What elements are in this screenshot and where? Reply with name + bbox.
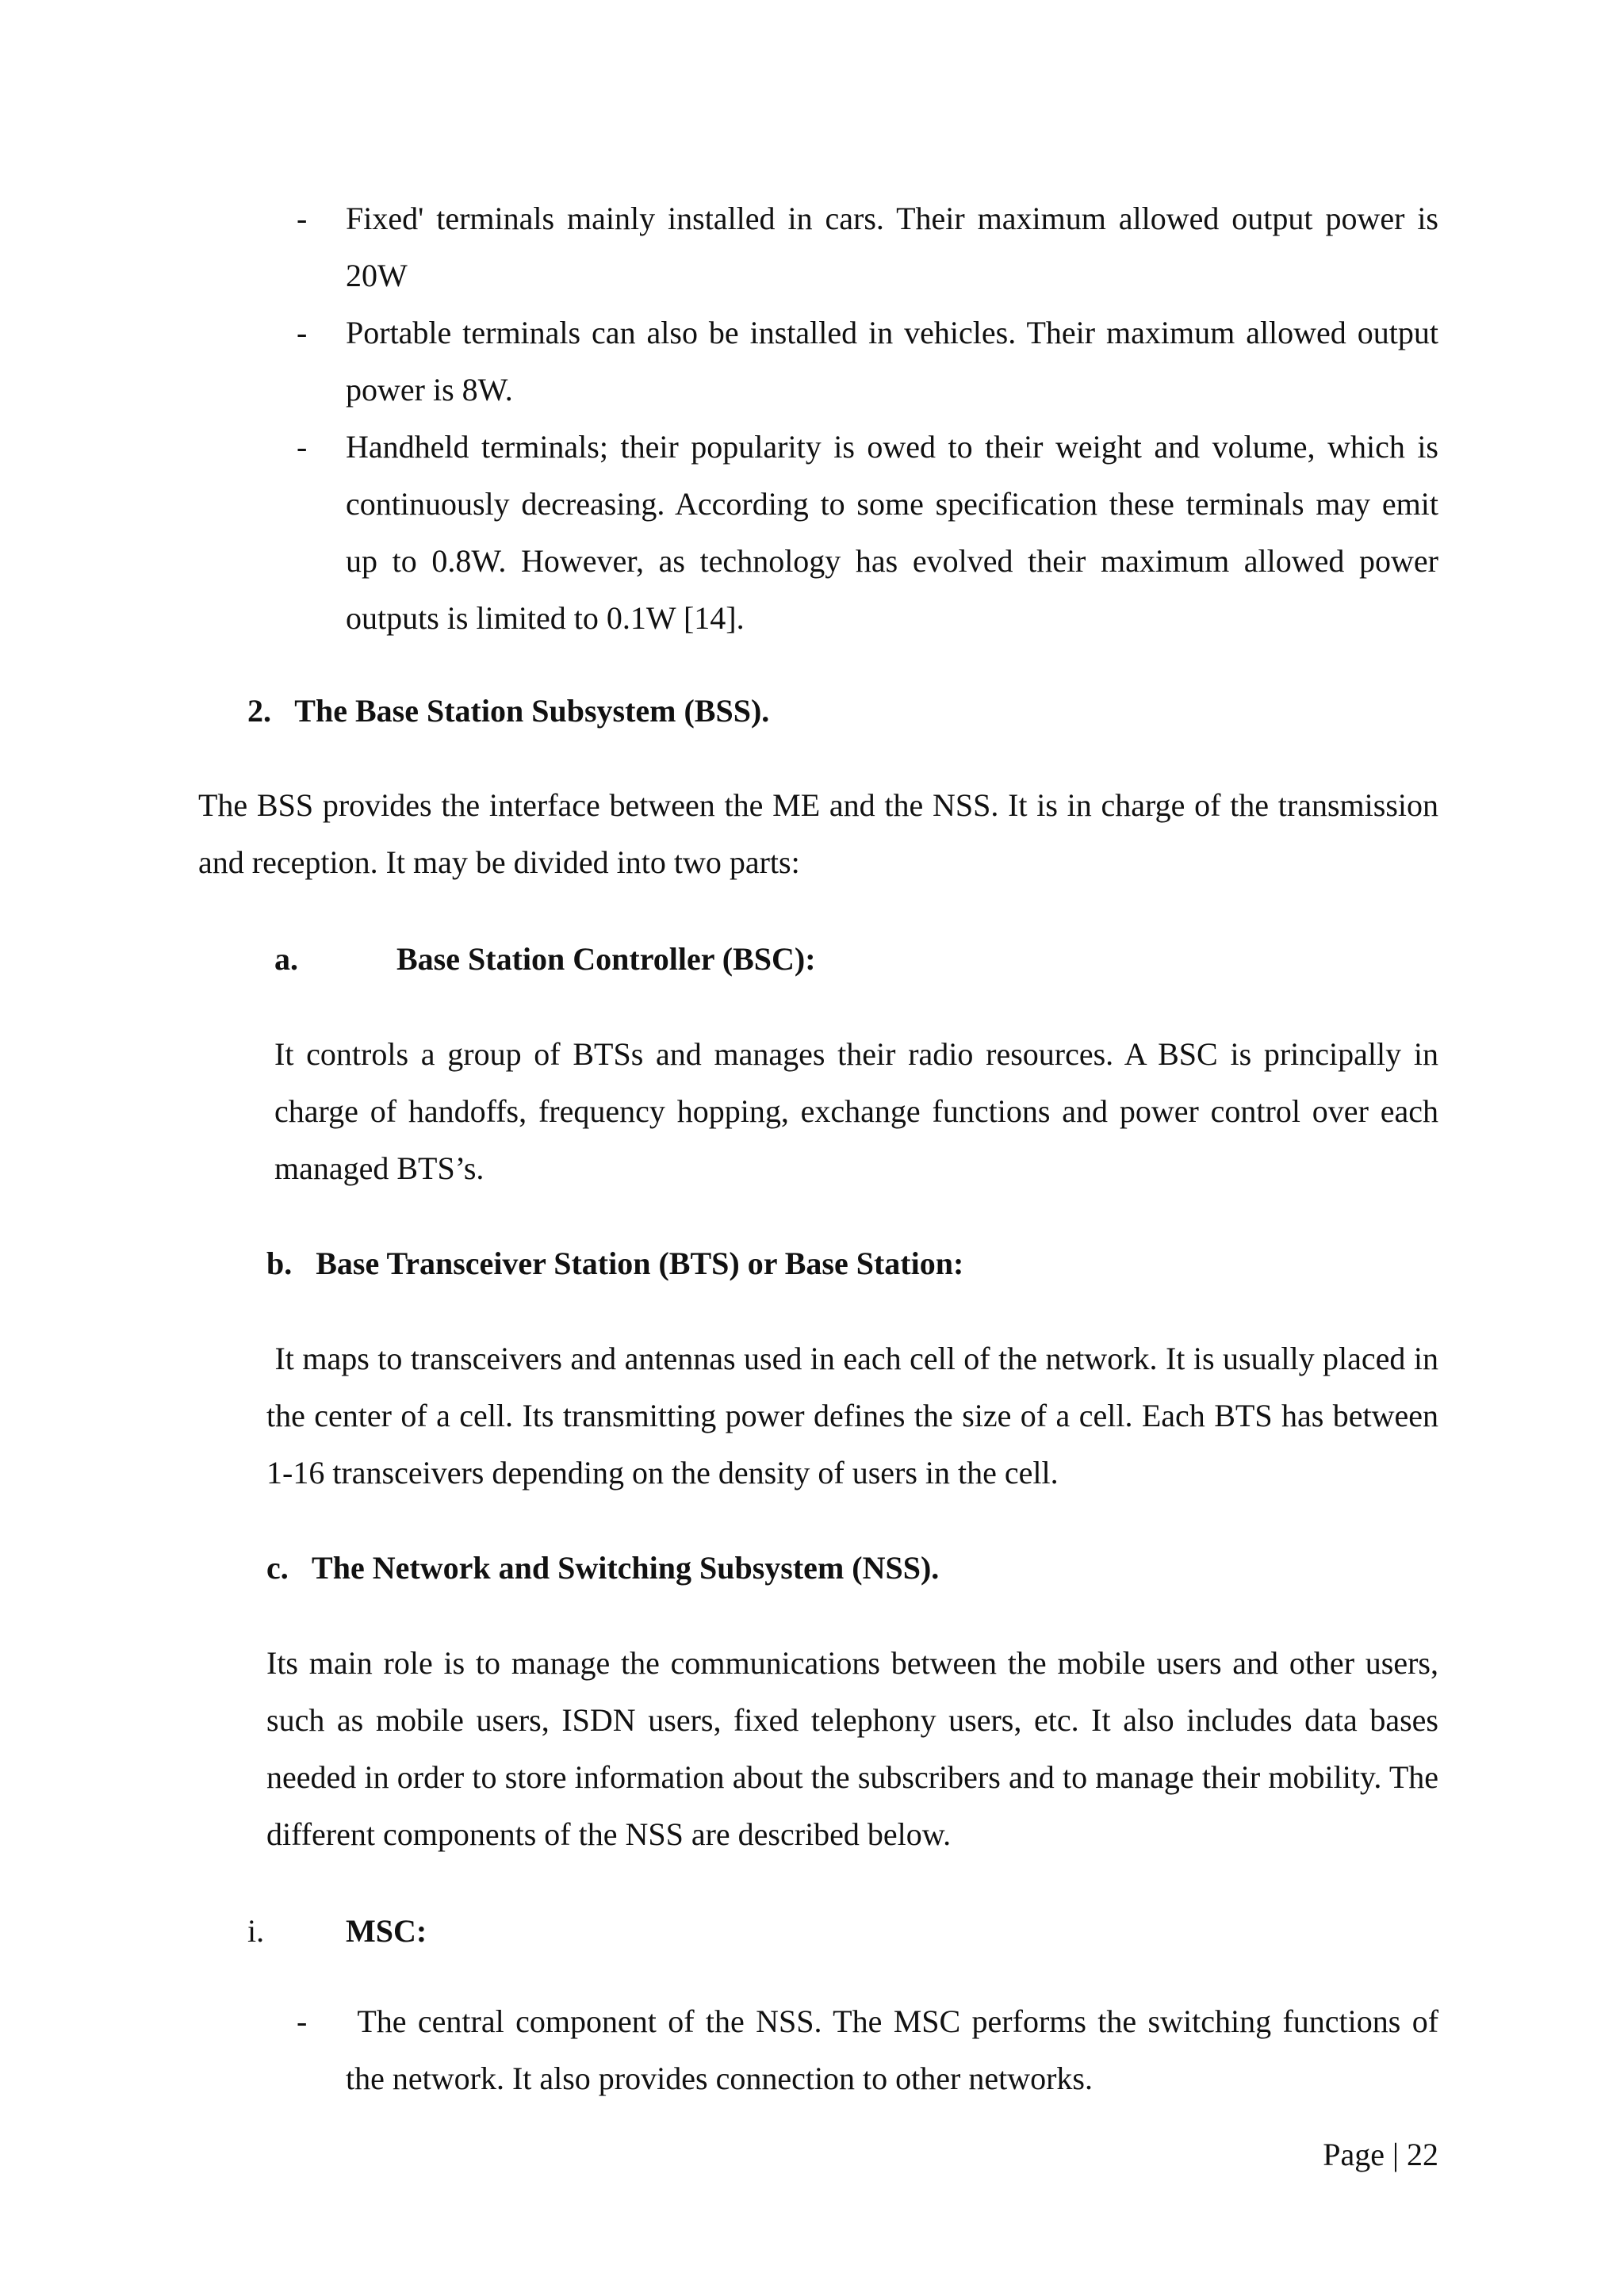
section-number: 2. [247, 693, 271, 729]
bullet-marker: - [297, 2003, 308, 2039]
bullet-marker: - [297, 429, 308, 465]
subsection-title: MSC: [346, 1913, 427, 1949]
subsection-title: The Network and Switching Subsystem (NSS). [312, 1550, 940, 1586]
subsection-marker: c. [266, 1550, 289, 1586]
section-body-bss: The BSS provides the interface between the ME and the NSS. It is in charge of the transmission and reception. It may be divided into two parts: [198, 787, 1438, 880]
subsection-body-nss: Its main role is to manage the communications between the mobile users and other users, such as mobile users, ISDN users, fixed telephony users, etc. It also includes data bases needed in order to store information about the subscribers and to manage their mobility. The different components of the NSS are described below. [266, 1645, 1438, 1852]
subsection-heading-nss [266, 1540, 939, 1597]
bullet-marker: - [297, 315, 308, 350]
subsection-marker: a. [274, 941, 298, 977]
bullet-text: Handheld terminals; their popularity is owed to their weight and volume, which is continuously decreasing. According to some specification these terminals may emit up to 0.8W. However, as technology has evolved their maximum allowed power outputs is limited to 0.1W [14]. [346, 429, 1438, 636]
bullet-text: The central component of the NSS. The MSC performs the switching functions of the network. It also provides connection to other networks. [346, 2003, 1447, 2096]
section-heading-bss [247, 683, 769, 740]
bullet-marker: - [297, 201, 308, 236]
bullet-text: Fixed' terminals mainly installed in cars. Their maximum allowed output power is 20W [346, 201, 1438, 293]
subsection-body-bsc: It controls a group of BTSs and manages their radio resources. A BSC is principally in charge of handoffs, frequency hopping, exchange functions and power control over each managed BTS’s. [274, 1036, 1438, 1186]
section-title: The Base Station Subsystem (BSS). [294, 693, 770, 729]
subsection-marker: i. [247, 1913, 265, 1949]
subsection-marker: b. [266, 1246, 293, 1281]
subsection-title: Base Station Controller (BSC): [396, 941, 816, 977]
subsection-title: Base Transceiver Station (BTS) or Base Station: [316, 1246, 964, 1281]
page-number: Page | 22 [1323, 2137, 1438, 2172]
subsection-body-bts: It maps to transceivers and antennas used in each cell of the network. It is usually placed in the center of a cell. Its transmitting power defines the size of a cell. Each BTS has between 1-16 transceivers depending on the density of users in the cell. [266, 1341, 1447, 1490]
subsection-heading-bts [266, 1235, 963, 1292]
bullet-text: Portable terminals can also be installed in vehicles. Their maximum allowed output power is 8W. [346, 315, 1438, 408]
